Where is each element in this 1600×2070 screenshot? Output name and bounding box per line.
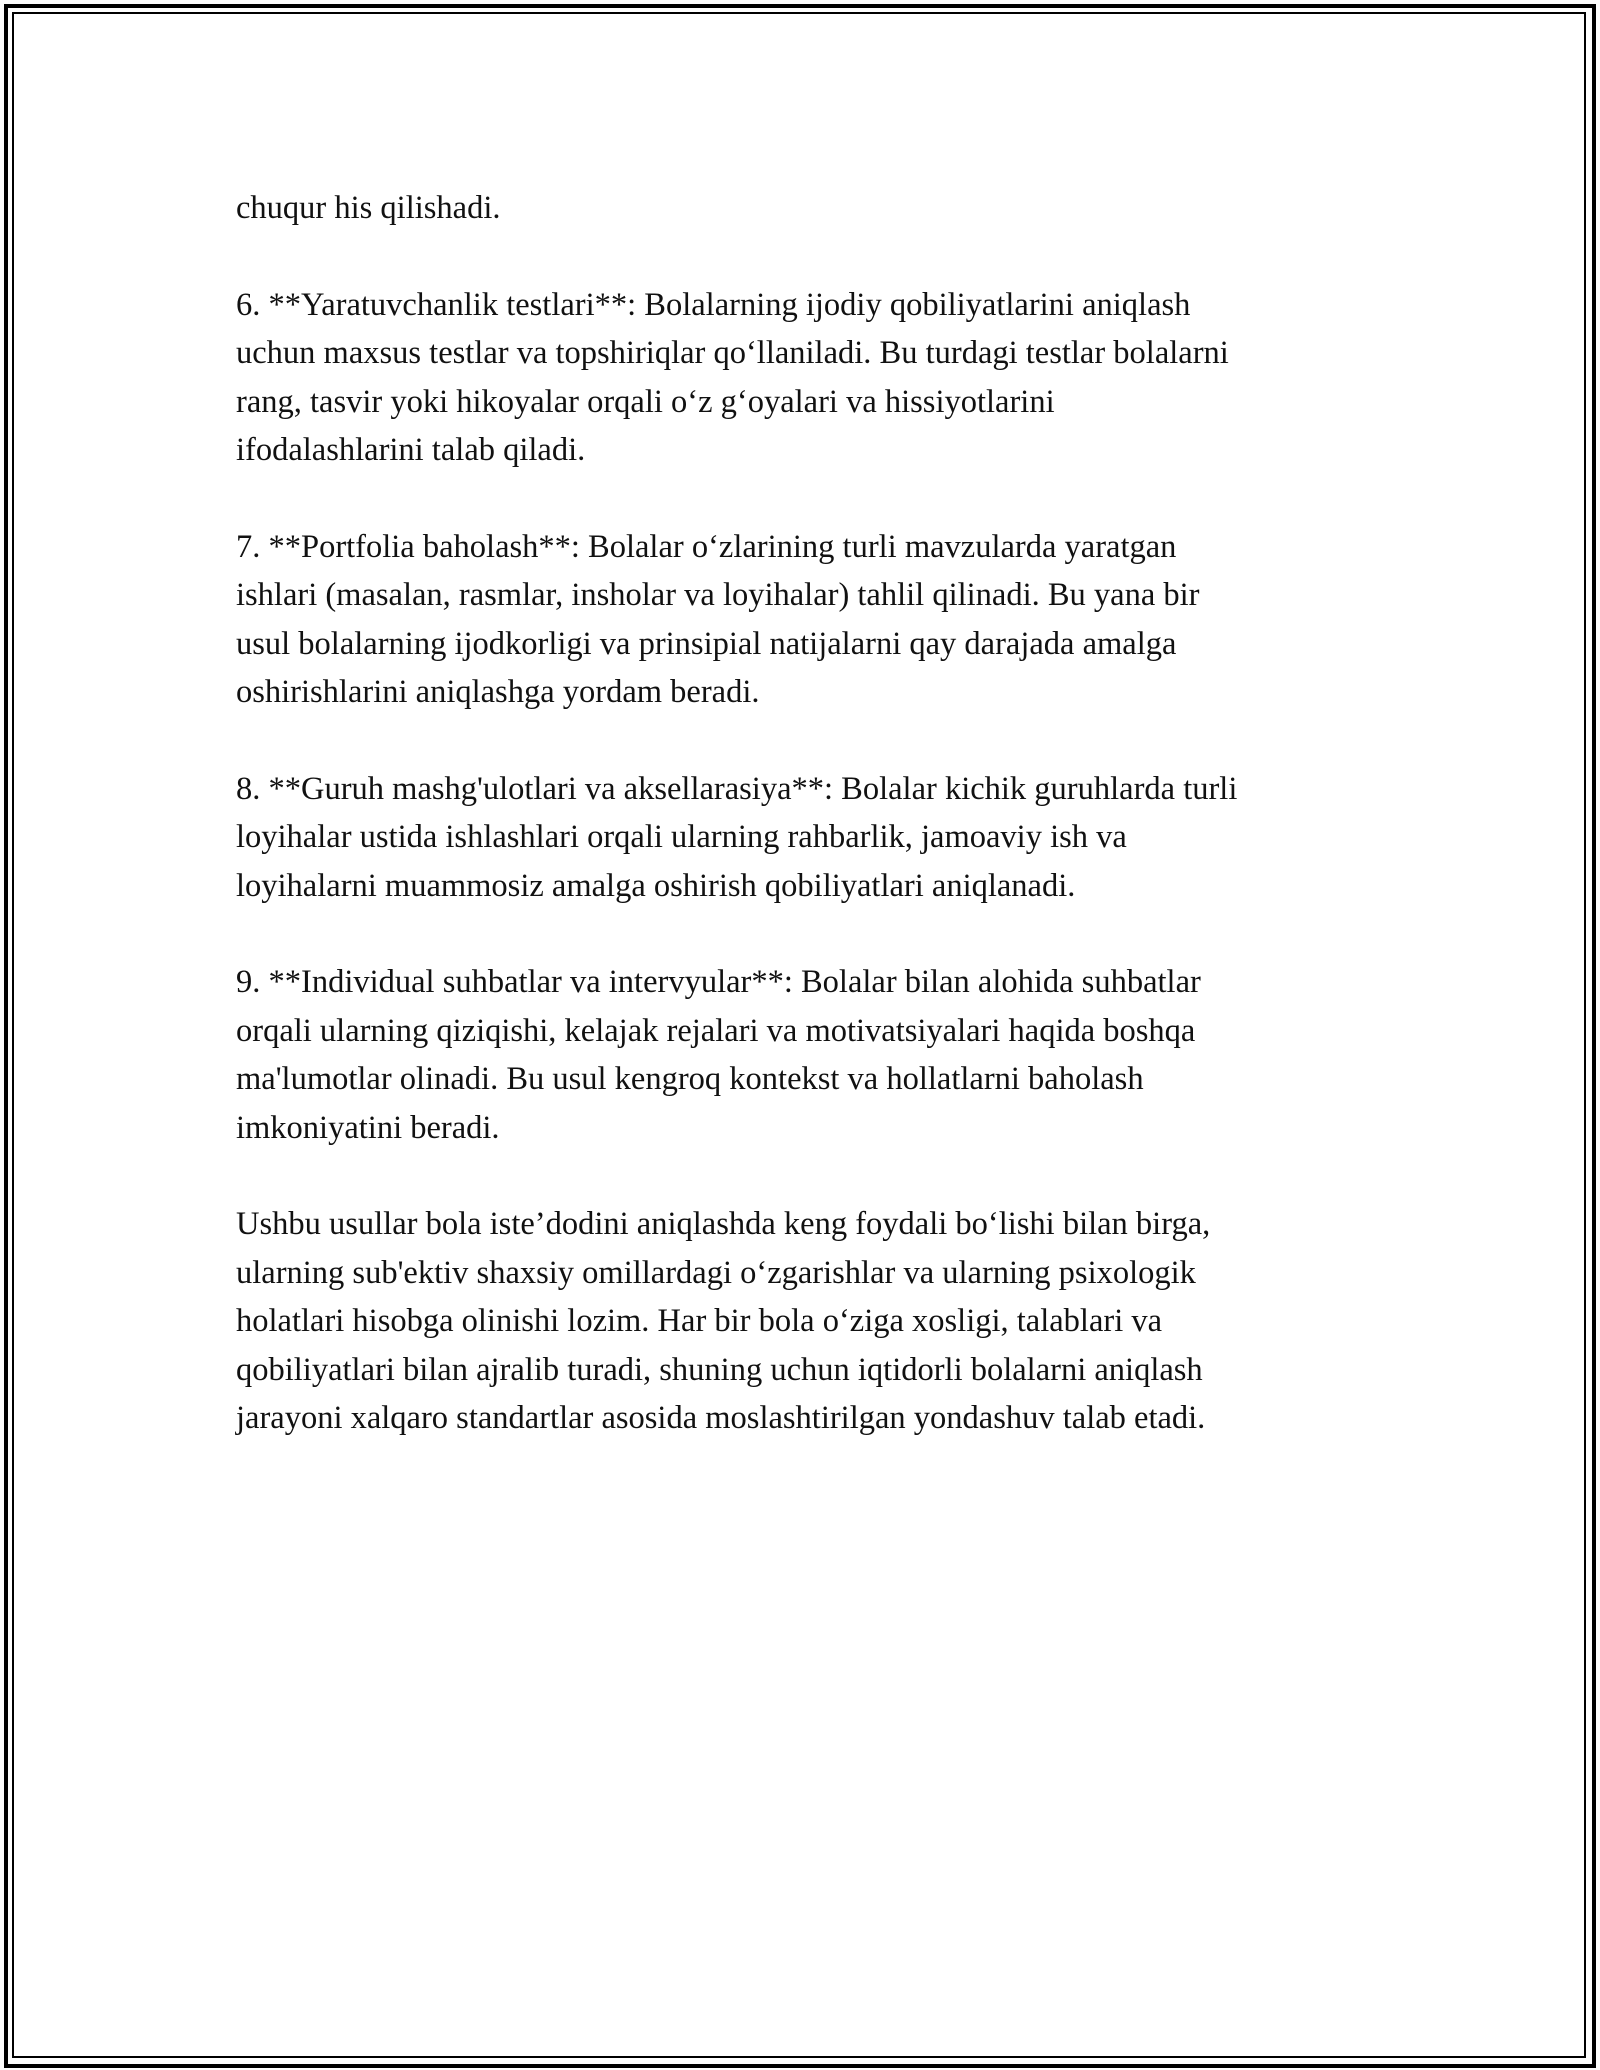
text-line: qobiliyatlari bilan ajralib turadi, shuning uchun iqtidorli bolalarni aniqlash — [236, 1351, 1203, 1388]
text-line: 8. **Guruh mashg'ulotlari va aksellarasiya**: Bolalar kichik guruhlarda turli — [236, 770, 1238, 807]
text-line: oshirishlarini aniqlashga yordam beradi. — [236, 674, 760, 711]
paragraph-item-7 — [236, 523, 1376, 717]
text-line: usul bolalarning ijodkorligi va prinsipial natijalarni qay darajada amalga — [236, 625, 1177, 662]
text-line: loyihalarni muammosiz amalga oshirish qobiliyatlari aniqlanadi. — [236, 867, 1076, 904]
text-line: ishlari (masalan, rasmlar, insholar va loyihalar) tahlil qilinadi. Bu yana bir — [236, 577, 1200, 614]
text-line: imkoniyatini beradi. — [236, 1109, 500, 1146]
text-line: orqali ularning qiziqishi, kelajak rejalari va motivatsiyalari haqida boshqa — [236, 1012, 1196, 1049]
text-line: jarayoni xalqaro standartlar asosida moslashtirilgan yondashuv talab etadi. — [236, 1400, 1206, 1437]
paragraph-continuation — [236, 184, 1376, 232]
text-line: holatlari hisobga olinishi lozim. Har bir bola o‘ziga xosligi, talablari va — [236, 1303, 1163, 1340]
document-body — [236, 184, 1376, 1491]
paragraph-item-9 — [236, 958, 1376, 1152]
text-line: 9. **Individual suhbatlar va intervyular**: Bolalar bilan alohida suhbatlar — [236, 964, 1201, 1001]
text-line: 7. **Portfolia baholash**: Bolalar o‘zlarining turli mavzularda yaratgan — [236, 528, 1177, 565]
text-line: uchun maxsus testlar va topshiriqlar qo‘llaniladi. Bu turdagi testlar bolalarni — [236, 335, 1229, 372]
paragraph-item-6 — [236, 281, 1376, 475]
text-line: ifodalashlarini talab qiladi. — [236, 432, 586, 469]
text-line: 6. **Yaratuvchanlik testlari**: Bolalarning ijodiy qobiliyatlarini aniqlash — [236, 286, 1191, 323]
text-line: chuqur his qilishadi. — [236, 190, 501, 226]
text-line: loyihalar ustida ishlashlari orqali ularning rahbarlik, jamoaviy ish va — [236, 819, 1127, 856]
text-line: ma'lumotlar olinadi. Bu usul kengroq kontekst va hollatlarni baholash — [236, 1061, 1144, 1098]
paragraph-item-8 — [236, 765, 1376, 910]
text-line: ularning sub'ektiv shaxsiy omillardagi o‘zgarishlar va ularning psixologik — [236, 1254, 1196, 1291]
text-line: rang, tasvir yoki hikoyalar orqali o‘z g‘oyalari va hissiyotlarini — [236, 383, 1055, 420]
paragraph-conclusion — [236, 1200, 1376, 1442]
text-line: Ushbu usullar bola iste’dodini aniqlashda keng foydali bo‘lishi bilan birga, — [236, 1206, 1211, 1243]
